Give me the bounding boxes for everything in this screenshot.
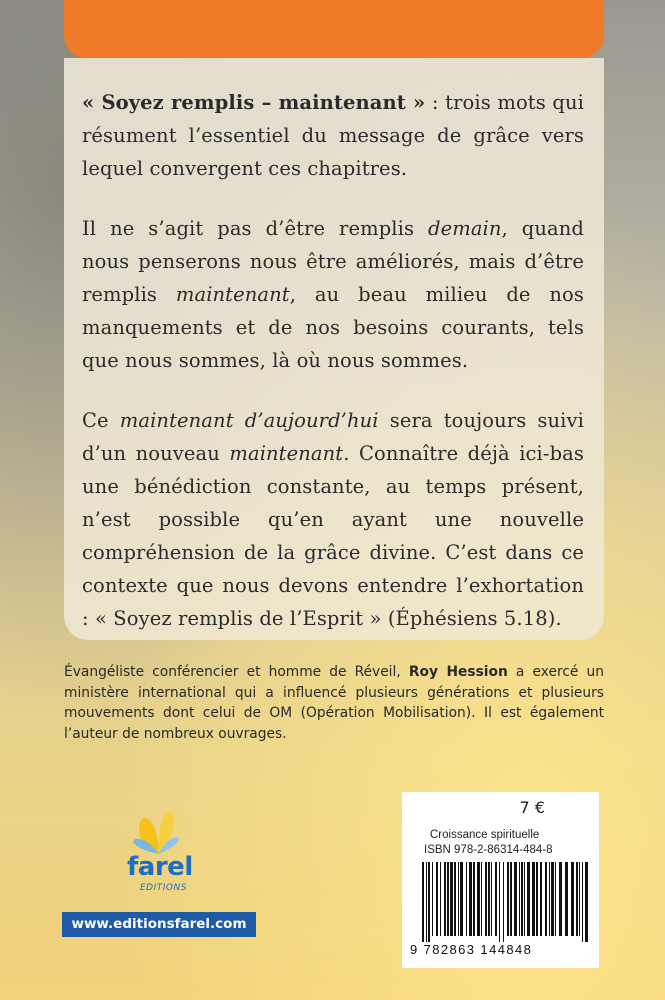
barcode-bar xyxy=(485,862,487,936)
blurb-text-run: « Soyez remplis – maintenant » xyxy=(82,91,426,114)
barcode-bar xyxy=(503,862,504,942)
barcode-bar xyxy=(499,862,500,942)
isbn-label: ISBN 978-2-86314-484-8 xyxy=(424,844,553,856)
barcode-bar xyxy=(444,862,446,936)
barcode-bar xyxy=(447,862,449,936)
barcode-bar xyxy=(532,862,535,936)
blurb-panel xyxy=(64,58,604,640)
barcode-bar xyxy=(571,862,574,936)
barcode-bar xyxy=(454,862,456,936)
barcode-bar xyxy=(432,862,433,936)
blurb-text-run: maintenant xyxy=(229,442,344,465)
category-label: Croissance spirituelle xyxy=(430,829,540,841)
blurb-text-run: . Connaître déjà ici-bas une bénédiction constante, au temps présent, n’est possible qu’en ayant une nouvelle compréhension de la grâce divine. C’est dans ce contexte que nous devons entendre l’exhortation : « Soyez remplis de l’Esprit » (Éphésiens 5.18). xyxy=(82,442,584,630)
barcode-bar xyxy=(582,862,583,942)
barcode-bar xyxy=(579,862,580,936)
butterfly-icon xyxy=(125,808,195,858)
barcode-bar xyxy=(549,862,550,936)
barcode-bar xyxy=(536,862,538,936)
blurb-text-run: maintenant d’aujourd’hui xyxy=(119,409,379,432)
blurb-text-run: , au beau milieu de nos manquements et de nos besoins courants, tels que nous sommes, là où nous sommes. xyxy=(82,283,584,372)
author-bio xyxy=(64,662,604,744)
author-name: Roy Hession xyxy=(408,664,508,680)
barcode-bar xyxy=(565,862,568,936)
barcode-box xyxy=(402,792,599,968)
barcode-bar xyxy=(440,862,441,936)
barcode-bar xyxy=(559,862,562,936)
blurb-text-run: sera toujours suivi d’un nouveau xyxy=(82,409,584,465)
barcode-bar xyxy=(469,862,472,936)
barcode-bar xyxy=(510,862,512,936)
barcode-bar xyxy=(585,862,588,942)
publisher-logo-subtitle: EDITIONS xyxy=(140,883,187,893)
barcode-bar xyxy=(477,862,480,936)
blurb-text-run: maintenant xyxy=(175,283,290,306)
publisher-logo xyxy=(125,808,195,908)
barcode-bar xyxy=(426,862,427,942)
orange-header-tab xyxy=(64,0,604,58)
barcode-bar xyxy=(450,862,453,936)
blurb-text-run: : trois mots qui résument l’essentiel du message de grâce vers lequel convergent ces chapitres. xyxy=(82,91,584,180)
blurb-text-run: demain xyxy=(428,217,502,240)
barcode-bar xyxy=(460,862,463,936)
barcode-bar xyxy=(540,862,542,936)
author-bio-intro: Évangéliste conférencier et homme de Réveil, xyxy=(64,664,409,680)
barcode xyxy=(402,862,599,944)
blurb-text-run: , quand nous penserons nous être améliorés, mais d’être remplis xyxy=(82,217,584,306)
barcode-bar xyxy=(514,862,517,936)
barcode-bar xyxy=(521,862,523,936)
blurb-text-run: Il ne s’agit pas d’être remplis xyxy=(82,217,428,240)
barcode-bar xyxy=(507,862,509,936)
barcode-bar xyxy=(495,862,497,936)
barcode-bar xyxy=(551,862,554,936)
barcode-bar xyxy=(473,862,475,936)
barcode-bar xyxy=(428,862,430,942)
blurb-text-run: Ce xyxy=(82,409,120,432)
publisher-website: www.editionsfarel.com xyxy=(62,912,256,937)
barcode-digits: 9 782863 144848 xyxy=(410,942,533,957)
barcode-bar xyxy=(422,862,424,942)
barcode-bar xyxy=(436,862,438,936)
barcode-bar xyxy=(458,862,459,936)
barcode-bar xyxy=(519,862,520,936)
author-bio-rest: a exercé un ministère international qui a influencé plusieurs générations et plusieurs mouvements dont celui de OM (Opération Mobilisation). Il est également l’auteur de nombreux ouvrages. xyxy=(64,664,604,742)
blurb-paragraph-3 xyxy=(82,404,584,635)
barcode-bar xyxy=(488,862,490,936)
barcode-bar xyxy=(524,862,525,936)
barcode-bar xyxy=(491,862,492,936)
blurb-paragraph-2 xyxy=(82,212,584,377)
barcode-bar xyxy=(576,862,578,936)
barcode-bar xyxy=(545,862,547,936)
barcode-bar xyxy=(481,862,482,936)
barcode-bar xyxy=(555,862,556,936)
publisher-logo-name: farel xyxy=(127,852,193,882)
barcode-bar xyxy=(466,862,467,936)
price: 7 € xyxy=(519,798,545,817)
blurb-paragraph-1 xyxy=(82,86,584,185)
barcode-bar xyxy=(527,862,530,936)
